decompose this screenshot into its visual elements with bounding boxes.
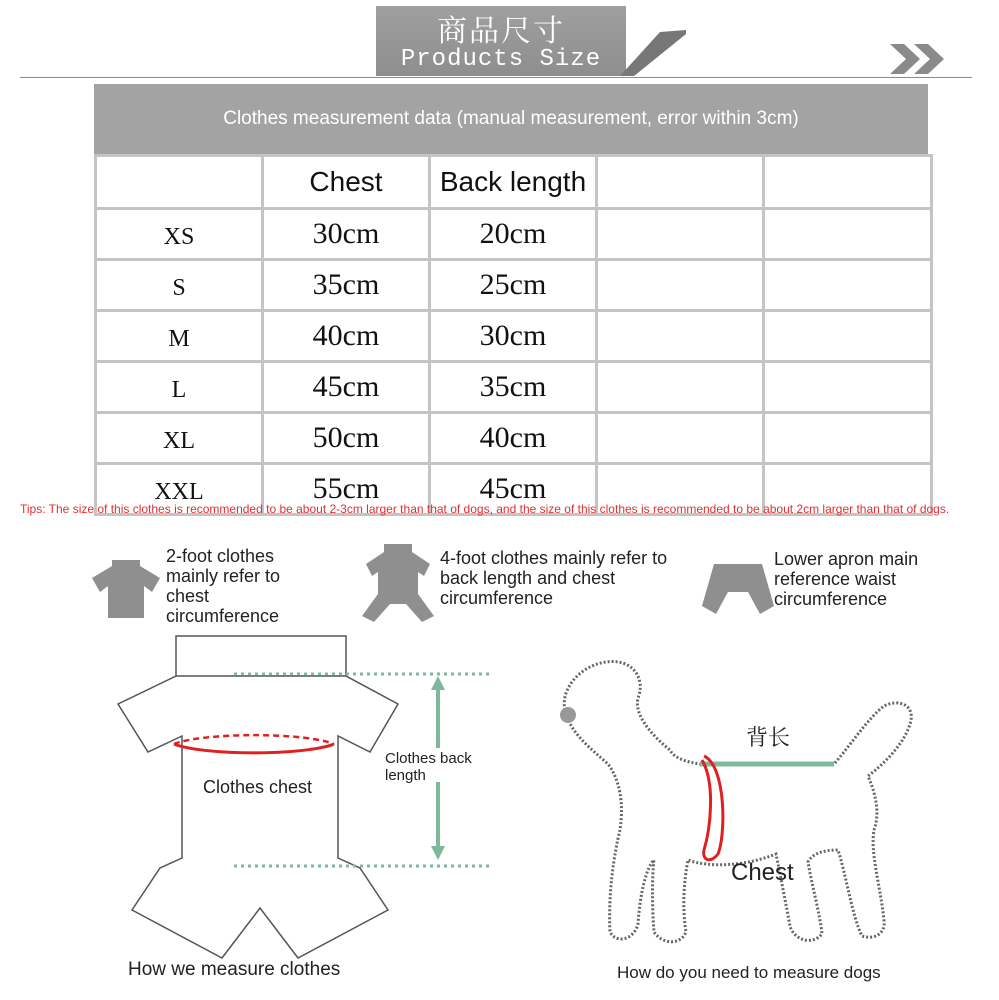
back-length-cell: 40cm (430, 413, 597, 464)
four-foot-clothes-icon (360, 542, 436, 624)
table-row (96, 209, 932, 260)
dog-back-length-label: 背长 (746, 726, 791, 751)
dog-chest-label: Chest (731, 859, 794, 886)
table-caption-text: Clothes measurement data (manual measurement, error within 3cm) (223, 108, 799, 129)
chest-cell: 50cm (263, 413, 430, 464)
chest-cell: 55cm (263, 464, 430, 515)
table-header-row (96, 156, 932, 209)
table-row (96, 311, 932, 362)
back-length-cell: 35cm (430, 362, 597, 413)
header-title-en: Products Size (400, 46, 602, 73)
empty-cell (764, 362, 932, 413)
empty-cell (597, 413, 764, 464)
column-header-blank-2 (764, 156, 932, 209)
note-lower-apron: Lower apron main reference waist circumference (774, 549, 919, 609)
dog-diagram-caption: How do you need to measure dogs (617, 963, 881, 982)
clothes-diagram-caption: How we measure clothes (128, 959, 341, 980)
empty-cell (764, 260, 932, 311)
back-length-cell: 25cm (430, 260, 597, 311)
double-chevron-right-icon (888, 42, 950, 76)
size-table (94, 154, 930, 505)
column-header-chest: Chest (263, 156, 430, 209)
empty-cell (597, 362, 764, 413)
table-row (96, 413, 932, 464)
clothes-chest-label: Clothes chest (203, 777, 313, 797)
column-header-size (96, 156, 263, 209)
header-title-cn: 商品尺寸 (437, 14, 565, 49)
clothes-back-length-label: Clothes back length (385, 750, 472, 784)
two-foot-clothes-icon (90, 558, 162, 620)
header-banner-tail (620, 30, 686, 76)
table-row (96, 260, 932, 311)
chest-cell: 40cm (263, 311, 430, 362)
size-cell: XS (96, 209, 263, 260)
header-divider (20, 77, 972, 78)
table-row (96, 362, 932, 413)
tips-text: Tips: The size of this clothes is recommended to be about 2-3cm larger than that of dogs, and the size of this clothes is recommended to be about 2cm larger than that of dogs. (20, 502, 950, 516)
dog-measure-diagram (550, 654, 930, 950)
lower-apron-icon (700, 562, 776, 616)
back-length-cell: 45cm (430, 464, 597, 515)
size-cell: S (96, 260, 263, 311)
empty-cell (597, 209, 764, 260)
size-cell: XL (96, 413, 263, 464)
chest-cell: 45cm (263, 362, 430, 413)
size-cell: L (96, 362, 263, 413)
size-cell: M (96, 311, 263, 362)
empty-cell (597, 311, 764, 362)
chest-cell: 30cm (263, 209, 430, 260)
size-cell: XXL (96, 464, 263, 515)
empty-cell (597, 260, 764, 311)
column-header-blank-1 (597, 156, 764, 209)
empty-cell (764, 209, 932, 260)
back-length-cell: 30cm (430, 311, 597, 362)
empty-cell (764, 311, 932, 362)
back-length-cell: 20cm (430, 209, 597, 260)
column-header-back-length: Back length (430, 156, 597, 209)
note-two-foot: 2-foot clothes mainly refer to chest circumference (166, 546, 281, 626)
table-caption (94, 84, 928, 154)
empty-cell (764, 413, 932, 464)
chest-cell: 35cm (263, 260, 430, 311)
note-four-foot: 4-foot clothes mainly refer to back length and chest circumference (440, 548, 668, 608)
